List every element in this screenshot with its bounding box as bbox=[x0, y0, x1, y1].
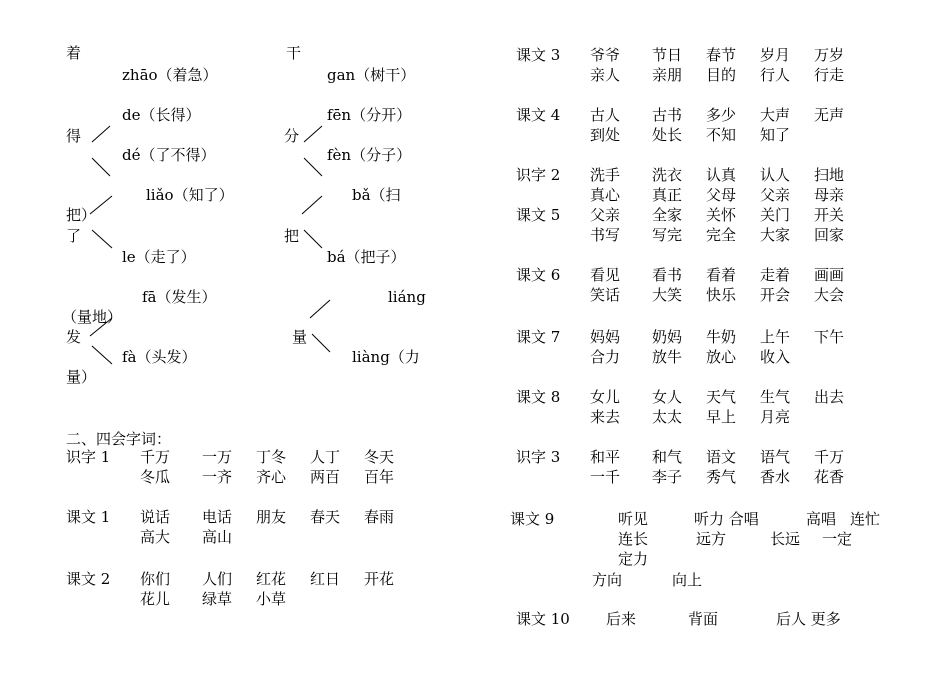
word: 开会 bbox=[760, 286, 791, 304]
reading-fen-2: fèn（分子） bbox=[327, 146, 412, 164]
word: 洗衣 bbox=[652, 166, 683, 184]
reading-gan: gan（树干） bbox=[327, 66, 416, 84]
word: 真正 bbox=[652, 186, 683, 204]
word: 语气 bbox=[760, 448, 791, 466]
word: 放牛 bbox=[652, 348, 683, 366]
word: 远方 bbox=[696, 530, 727, 548]
lesson-label: 课文 7 bbox=[516, 328, 561, 346]
word: 放心 bbox=[706, 348, 737, 366]
word: 一千 bbox=[590, 468, 621, 486]
word: 高山 bbox=[202, 528, 233, 546]
word: 无声 bbox=[814, 106, 845, 124]
word: 父亲 bbox=[590, 206, 621, 224]
word: 百年 bbox=[364, 468, 395, 486]
word: 大笑 bbox=[652, 286, 683, 304]
reading-fa-1: fā（发生） bbox=[142, 288, 217, 306]
word: 背面 bbox=[688, 610, 719, 628]
word: 朋友 bbox=[256, 508, 287, 526]
word: 认人 bbox=[760, 166, 791, 184]
word: 爷爷 bbox=[590, 46, 621, 64]
char-de: 得 bbox=[66, 127, 82, 145]
word: 看见 bbox=[590, 266, 621, 284]
reading-liang-1-cont: （量地） bbox=[62, 308, 123, 326]
word: 花儿 bbox=[140, 590, 171, 608]
word: 连长 bbox=[618, 530, 649, 548]
word: 下午 bbox=[814, 328, 845, 346]
word: 父亲 bbox=[760, 186, 791, 204]
word: 大家 bbox=[760, 226, 791, 244]
word: 红日 bbox=[310, 570, 341, 588]
word: 开花 bbox=[364, 570, 395, 588]
reading-liang-2: liàng（力 bbox=[352, 348, 420, 366]
reading-liao-2: le（走了） bbox=[122, 248, 196, 266]
word: 方向 bbox=[592, 571, 623, 589]
word: 你们 bbox=[140, 570, 171, 588]
word: 父母 bbox=[706, 186, 737, 204]
lesson-label: 课文 4 bbox=[516, 106, 561, 124]
lesson-label: 课文 9 bbox=[510, 510, 555, 528]
word: 不知 bbox=[706, 126, 737, 144]
word: 听力 合唱 bbox=[694, 510, 759, 528]
reading-liao-1: liǎo（知了） bbox=[146, 186, 234, 204]
reading-ba-1: bǎ（扫 bbox=[352, 186, 401, 204]
word: 来去 bbox=[590, 408, 621, 426]
lesson-label: 识字 3 bbox=[516, 448, 561, 466]
word: 小草 bbox=[256, 590, 287, 608]
word: 早上 bbox=[706, 408, 737, 426]
word: 李子 bbox=[652, 468, 683, 486]
word: 听见 bbox=[618, 510, 649, 528]
word: 走着 bbox=[760, 266, 791, 284]
char-liang: 量 bbox=[292, 328, 308, 346]
word: 古人 bbox=[590, 106, 621, 124]
word: 看书 bbox=[652, 266, 683, 284]
word: 连忙 bbox=[850, 510, 881, 528]
lesson-label: 课文 3 bbox=[516, 46, 561, 64]
char-liao-ba: 把） bbox=[66, 206, 97, 224]
lesson-label: 课文 1 bbox=[66, 508, 111, 526]
reading-liang-1: liáng bbox=[388, 288, 426, 306]
word: 千万 bbox=[140, 448, 171, 466]
word: 高大 bbox=[140, 528, 171, 546]
word: 语文 bbox=[706, 448, 737, 466]
word: 大声 bbox=[760, 106, 791, 124]
lesson-label: 课文 2 bbox=[66, 570, 111, 588]
word: 笑话 bbox=[590, 286, 621, 304]
section-title: 二、四会字词： bbox=[66, 430, 172, 448]
word: 全家 bbox=[652, 206, 683, 224]
reading-ba-2: bá（把子） bbox=[327, 248, 406, 266]
word: 秀气 bbox=[706, 468, 737, 486]
word: 定力 bbox=[618, 550, 649, 568]
lesson-label: 课文 10 bbox=[516, 610, 570, 628]
word: 上午 bbox=[760, 328, 791, 346]
word: 两百 bbox=[310, 468, 341, 486]
word: 亲朋 bbox=[652, 66, 683, 84]
word: 扫地 bbox=[814, 166, 845, 184]
word: 写完 bbox=[652, 226, 683, 244]
word: 绿草 bbox=[202, 590, 233, 608]
word: 一齐 bbox=[202, 468, 233, 486]
word: 妈妈 bbox=[590, 328, 621, 346]
word: 古书 bbox=[652, 106, 683, 124]
word: 高唱 bbox=[806, 510, 837, 528]
word: 到处 bbox=[590, 126, 621, 144]
lesson-label: 识字 1 bbox=[66, 448, 111, 466]
word: 人们 bbox=[202, 570, 233, 588]
char-fen: 分 bbox=[284, 127, 300, 145]
word: 真心 bbox=[590, 186, 621, 204]
word: 春雨 bbox=[364, 508, 395, 526]
word: 向上 bbox=[672, 571, 703, 589]
word: 书写 bbox=[590, 226, 621, 244]
word: 香水 bbox=[760, 468, 791, 486]
reading-de-2: dé（了不得） bbox=[122, 146, 216, 164]
word: 行走 bbox=[814, 66, 845, 84]
word: 人丁 bbox=[310, 448, 341, 466]
word: 收入 bbox=[760, 348, 791, 366]
word: 牛奶 bbox=[706, 328, 737, 346]
word: 行人 bbox=[760, 66, 791, 84]
lesson-label: 课文 6 bbox=[516, 266, 561, 284]
word: 奶妈 bbox=[652, 328, 683, 346]
word: 岁月 bbox=[760, 46, 791, 64]
word: 和平 bbox=[590, 448, 621, 466]
word: 冬天 bbox=[364, 448, 395, 466]
word: 春节 bbox=[706, 46, 737, 64]
word: 一定 bbox=[822, 530, 853, 548]
word: 后来 bbox=[606, 610, 637, 628]
word: 太太 bbox=[652, 408, 683, 426]
word: 春天 bbox=[310, 508, 341, 526]
lesson-label: 课文 8 bbox=[516, 388, 561, 406]
word: 快乐 bbox=[706, 286, 737, 304]
char-ba: 把 bbox=[284, 227, 300, 245]
word: 开关 bbox=[814, 206, 845, 224]
word: 丁冬 bbox=[256, 448, 287, 466]
word: 冬瓜 bbox=[140, 468, 171, 486]
word: 长远 bbox=[770, 530, 801, 548]
word: 后人 更多 bbox=[776, 610, 841, 628]
word: 关怀 bbox=[706, 206, 737, 224]
char-liao: 了 bbox=[66, 227, 82, 245]
word: 知了 bbox=[760, 126, 791, 144]
word: 合力 bbox=[590, 348, 621, 366]
word: 洗手 bbox=[590, 166, 621, 184]
word: 电话 bbox=[202, 508, 233, 526]
word: 目的 bbox=[706, 66, 737, 84]
word: 处长 bbox=[652, 126, 683, 144]
char-gan: 干 bbox=[286, 44, 302, 62]
lesson-label: 识字 2 bbox=[516, 166, 561, 184]
word: 生气 bbox=[760, 388, 791, 406]
word: 红花 bbox=[256, 570, 287, 588]
word: 说话 bbox=[140, 508, 171, 526]
word: 完全 bbox=[706, 226, 737, 244]
word: 亲人 bbox=[590, 66, 621, 84]
word: 多少 bbox=[706, 106, 737, 124]
reading-fa-2: fà（头发） bbox=[122, 348, 197, 366]
reading-zhao: zhāo（着急） bbox=[122, 66, 218, 84]
word: 女人 bbox=[652, 388, 683, 406]
word: 月亮 bbox=[760, 408, 791, 426]
word: 万岁 bbox=[814, 46, 845, 64]
word: 回家 bbox=[814, 226, 845, 244]
word: 看着 bbox=[706, 266, 737, 284]
word: 和气 bbox=[652, 448, 683, 466]
word: 关门 bbox=[760, 206, 791, 224]
lesson-label: 课文 5 bbox=[516, 206, 561, 224]
word: 认真 bbox=[706, 166, 737, 184]
word: 画画 bbox=[814, 266, 845, 284]
word: 一万 bbox=[202, 448, 233, 466]
word: 天气 bbox=[706, 388, 737, 406]
reading-fen-1: fēn（分开） bbox=[327, 106, 412, 124]
word: 花香 bbox=[814, 468, 845, 486]
word: 出去 bbox=[814, 388, 845, 406]
char-fa: 发 bbox=[66, 328, 82, 346]
word: 大会 bbox=[814, 286, 845, 304]
word: 女儿 bbox=[590, 388, 621, 406]
word: 千万 bbox=[814, 448, 845, 466]
word: 齐心 bbox=[256, 468, 287, 486]
word: 节日 bbox=[652, 46, 683, 64]
char-zhao: 着 bbox=[66, 44, 82, 62]
reading-liang-2-cont: 量） bbox=[66, 368, 97, 386]
word: 母亲 bbox=[814, 186, 845, 204]
reading-de-1: de（长得） bbox=[122, 106, 201, 124]
